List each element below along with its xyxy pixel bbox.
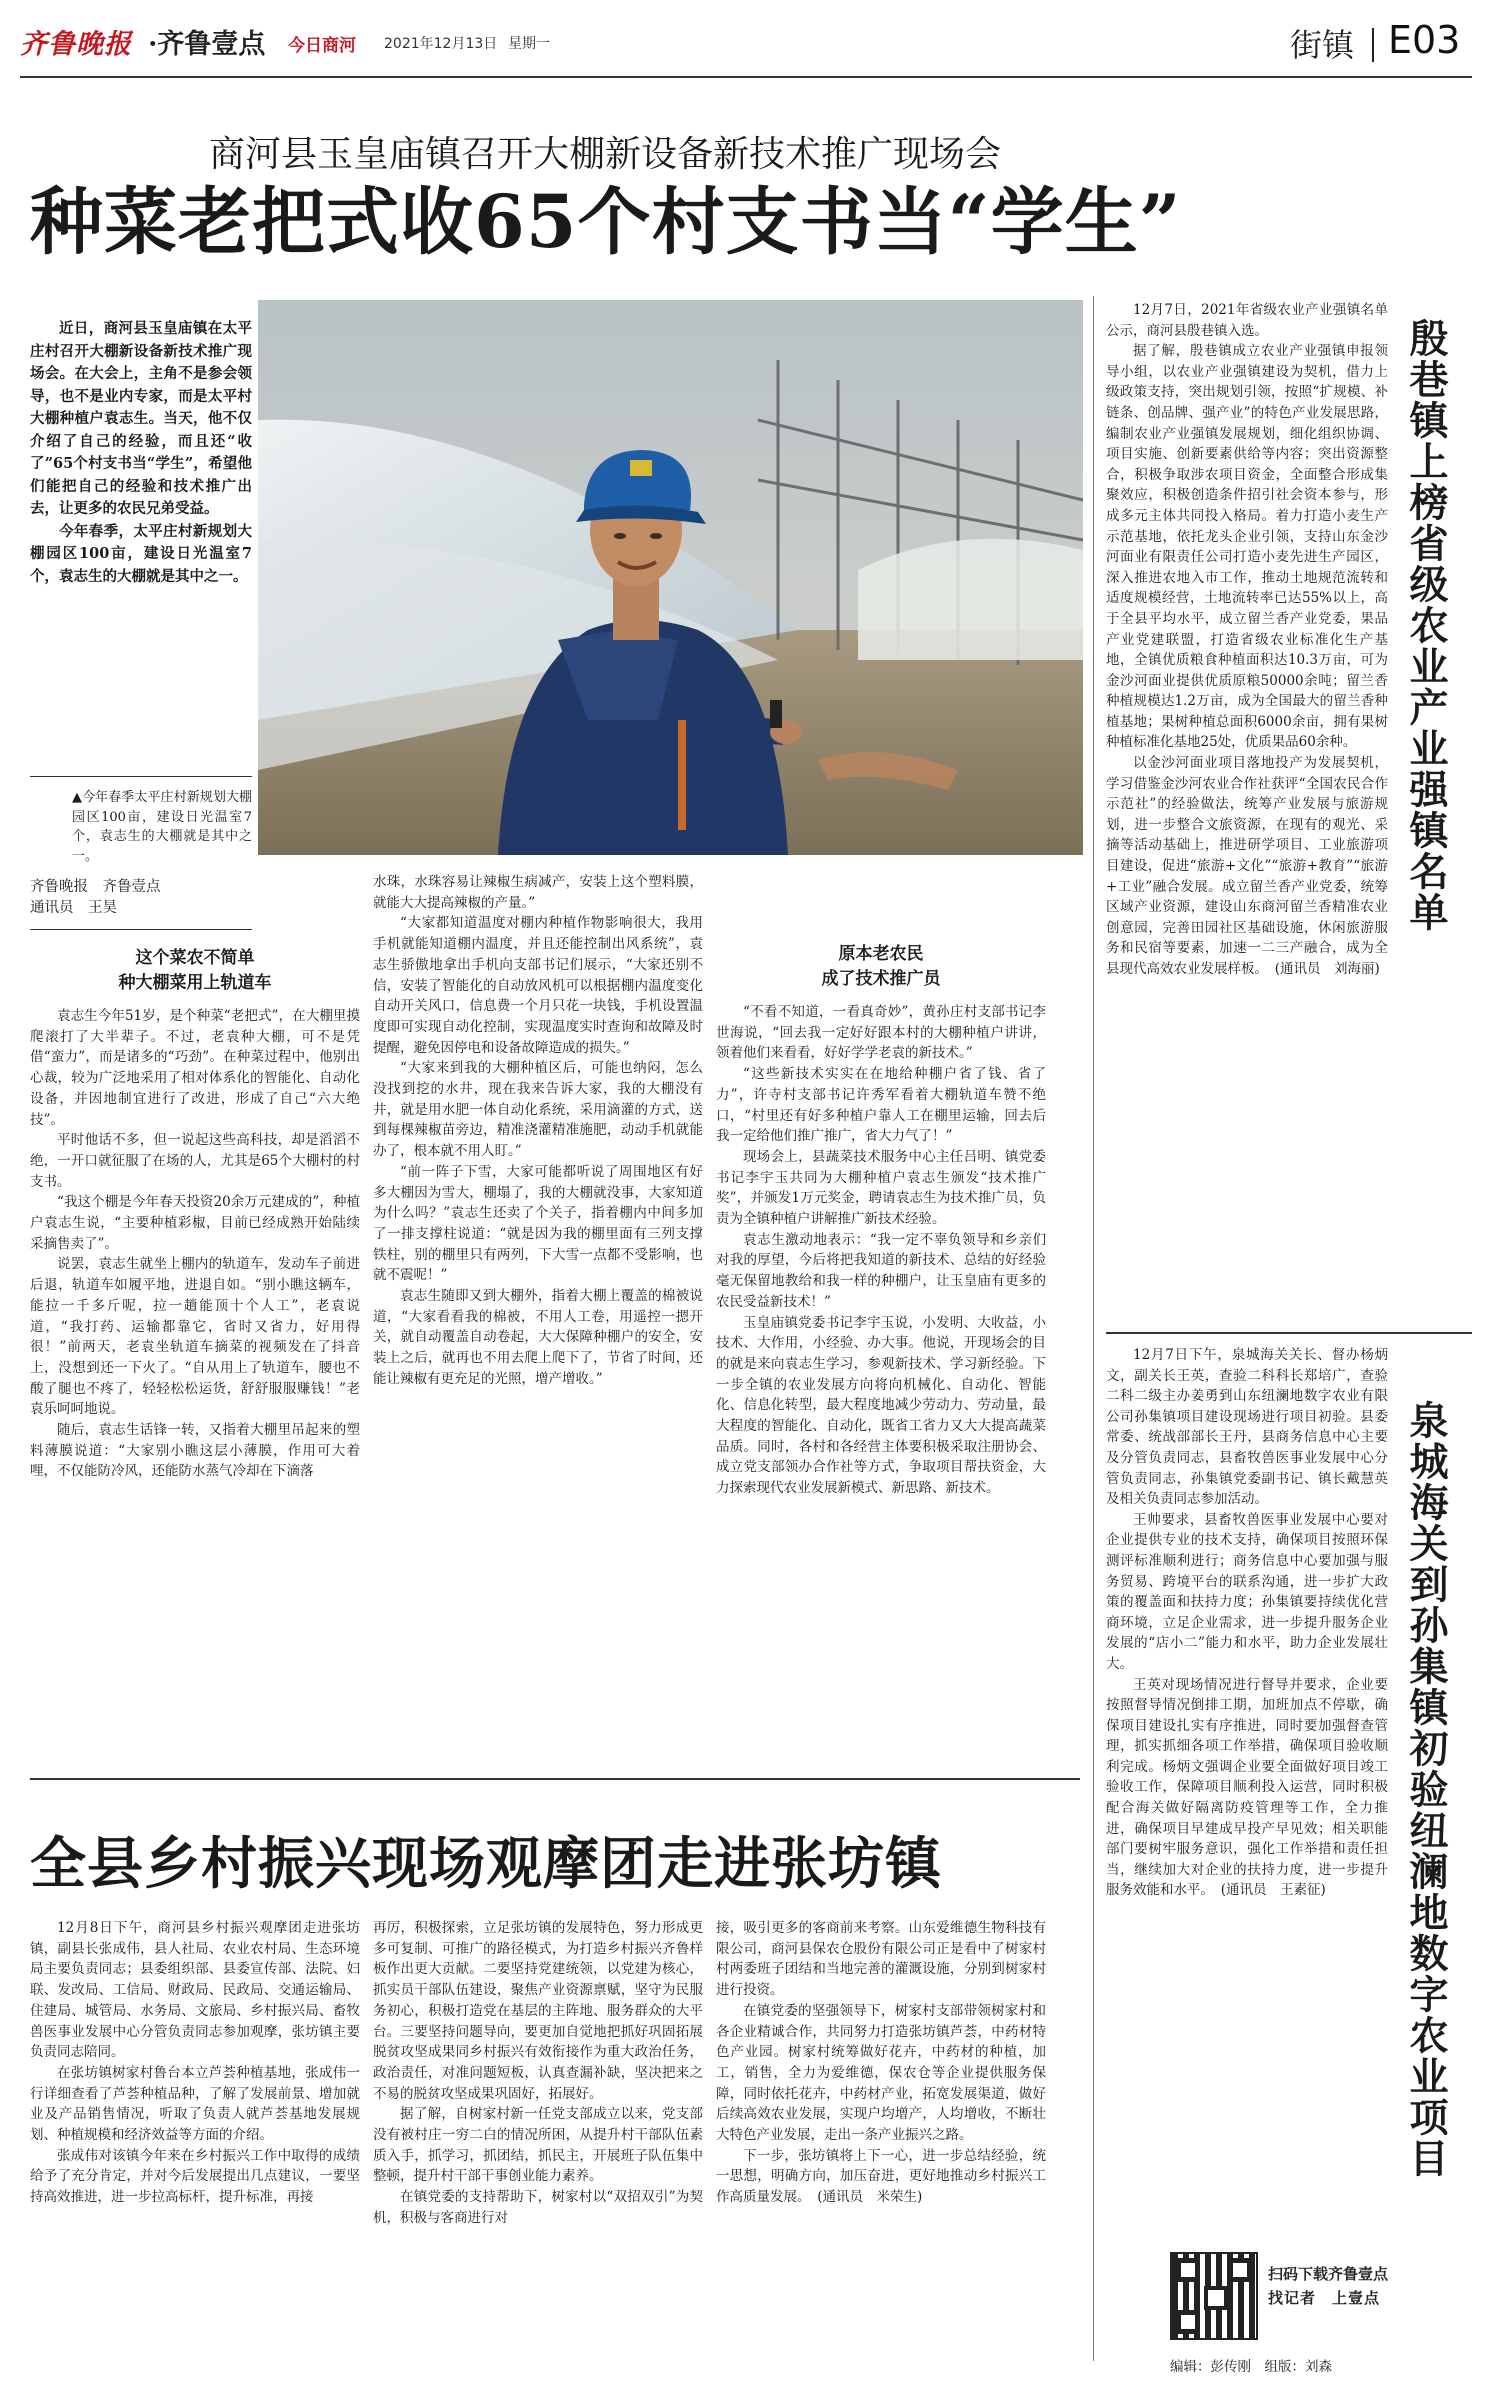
issue-date: 2021年12月13日 bbox=[384, 36, 498, 52]
bottom-column-3: 接，吸引更多的客商前来考察。山东爱维德生物科技有限公司，商河县保农仓股份有限公司正是看中了树家村村两委班子团结和当地完善的灌溉设施，分别到树家村进行投资。 在镇党委的坚强领导下，树家村支部带领树家村和各企业精诚合作，共同努力打造张坊镇芦荟，中药材特色产业园。树家村统筹做好花卉，中药材的种植，加工，销售，全力为爱维德，保农仓等企业提供服务保障，同时依托花卉，中药材产业，拓宽发展渠道，做好后续高效农业发展，实现户均增产，人均增收，不断壮大特色产业发展，走出一条产业振兴之路。 下一步，张坊镇将上下一心，进一步总结经验，统一思想，明确方向，加压奋进，更好地推动乡村振兴工作高质量发展。 (通讯员 米荣生) bbox=[716, 1920, 1046, 2206]
lead-bottom-rule bbox=[30, 1778, 1080, 1780]
lead-byline: 齐鲁晚报 齐鲁壹点 通讯员 王昊 bbox=[30, 879, 161, 916]
page-number: E03 bbox=[1388, 18, 1461, 62]
lead-photo bbox=[258, 300, 1083, 855]
lead-column-1: 袁志生今年51岁，是个种菜“老把式”，在大棚里摸爬滚打了大半辈子。不过，老袁种大棚，可不是凭借“蛮力”，而是诸多的“巧劲”。在种菜过程中，他别出心裁，较为广泛地采用了相对体系化的智能化、自动化设备，并因地制宜进行了改进，形成了自己“六大绝技”。 平时他话不多，但一说起这些高科技，却是滔滔不绝，一开口就征服了在场的人，尤其是65个大棚村的村支书。 “我这个棚是今年春天投资20余万元建成的”，种植户袁志生说，“主要种植彩椒，目前已经成熟开始陆续采摘售卖了”。 说罢，袁志生就坐上棚内的轨道车，发动车子前进后退，轨道车如履平地，进退自如。“别小瞧这辆车，能拉一千多斤呢，拉一趟能顶十个人工”，老袁说道，“我打药、运输都靠它，省时又省力，好用得很！”前两天，老袁坐轨道车摘菜的视频发在了抖音上，没想到还一下火了。“自从用上了轨道车，腰也不酸了腿也不疼了，轻轻松松运货，舒舒服服赚钱！”老袁乐呵呵地说。 随后，袁志生话锋一转，又指着大棚里吊起来的塑料薄膜说道：“大家别小瞧这层小薄膜，作用可大着哩，不仅能防冷风，还能防水蒸气冷却在下滴落 bbox=[30, 1008, 360, 1480]
qr-label: 扫码下载齐鲁壹点 找记者 上壹点 bbox=[1268, 2265, 1389, 2307]
lead-subheading-2: 原本老农民 成了技术推广员 bbox=[821, 944, 941, 989]
brand-logo: ·齐鲁壹点 bbox=[148, 29, 266, 60]
lead-kicker: 商河县玉皇庙镇召开大棚新设备新技术推广现场会 bbox=[208, 134, 1001, 175]
lead-headline: 种菜老把式收65个村支书当“学生” bbox=[30, 179, 1182, 265]
right-story-2-body: 12月7日下午，泉城海关关长、督办杨炳文，副关长王英，查验二科科长郑培广，查验二科二级主办姜勇到山东纽澜地数字农业有限公司孙集镇项目建设现场进行项目初验。县委常委、统战部部长王丹，县商务信息中心主要及分管负责同志，县畜牧兽医事业发展中心分管负责同志，孙集镇党委副书记、镇长戴慧英及相关负责同志参加活动。 王帅要求，县畜牧兽医事业发展中心要对企业提供专业的技术支持，确保项目按照环保测评标准顺利进行；商务信息中心要加强与服务贸易、跨境平台的联系沟通，进一步扩大政策的覆盖面和扶持力度；孙集镇要持续优化营商环境，立足企业需求，进一步提升服务企业发展的“店小二”能力和水平，助力企业发展壮大。 王英对现场情况进行督导并要求，企业要按照督导情况倒排工期，加班加点不停歇，确保项目建设扎实有序推进，同时要加强督查管理，抓实抓细各项工作举措，确保项目验收顺利完成。杨炳文强调企业要全面做好项目竣工验收工作，保障项目顺利投入运营，同时积极配合海关做好隔离防疫管理等工作，全力推进，确保项目早建成早投产早见效；相关职能部门要树牢服务意识，强化工作举措和责任担当，继续加大对企业的扶持力度，进一步提升服务效能和水平。 (通讯员 王素征) bbox=[1106, 1347, 1388, 1899]
byline-rule bbox=[30, 929, 252, 930]
lead-column-3: “不看不知道，一看真奇妙”，黄孙庄村支部书记李世海说，“回去我一定好好跟本村的大棚种植户讲讲，领着他们来看看，好好学学老袁的新技术。” “这些新技术实实在在地给种棚户省了钱、省了力”，许寺村支部书记许秀军看着大棚轨道车赞不绝口，“村里还有好多种植户靠人工在棚里运输，回去后我一定给他们推广推广，省大力气了！” 现场会上，县蔬菜技术服务中心主任吕明、镇党委书记李宇玉共同为大棚种植户袁志生颁发“技术推广奖”，并颁发1万元奖金，聘请袁志生为技术推广员，负责为全镇种植户讲解推广新技术经验。 袁志生激动地表示：“我一定不辜负领导和乡亲们对我的厚望，今后将把我知道的新技术、总结的好经验毫无保留地教给和我一样的种棚户，让玉皇庙有更多的农民受益新技术！” 玉皇庙镇党委书记李宇玉说，小发明、大收益，小技术、大作用，小经验、办大事。他说，开现场会的目的就是来向袁志生学习，参观新技术、学习新经验。下一步全镇的农业发展方向将向机械化、自动化、智能化、信息化转型，最大程度地减少劳动力、劳动量，最大程度的智能化、自动化，既省工省力又大大提高蔬菜品质。同时，各村和各经营主体要积极采取注册协会、成立党支部领办合作社等方式，争取项目帮扶资金，大力探索现代农业发展新模式、新思路、新技术。 bbox=[716, 1004, 1046, 1497]
page-credits: 编辑：彭传刚 组版：刘森 bbox=[1170, 2359, 1332, 2375]
masthead-rule bbox=[20, 76, 1472, 78]
lead-column-2: 水珠，水珠容易让辣椒生病减产，安装上这个塑料膜，就能大大提高辣椒的产量。” “大家都知道温度对棚内种植作物影响很大，我用手机就能知道棚内温度，并且还能控制出风系统”，袁志生骄傲地拿出手机向支部书记们展示，“大家还别不信，安装了智能化的自动放风机可以根据棚内温度变化自动开关风口，信息费一个月只花一块钱，手机设置温度即可实现自动化控制，实现温度实时查询和故障及时提醒，避免因停电和设备故障造成的损失。” “大家来到我的大棚种植区后，可能也纳闷，怎么没找到挖的水井，现在我来告诉大家，我的大棚没有井，就是用水肥一体自动化系统，采用滴灌的方式，送到每棵辣椒苗旁边，精准浇灌精准施肥，动动手机就能办了，根本就不用人盯。” “前一阵子下雪，大家可能都听说了周围地区有好多大棚因为雪大，棚塌了，我的大棚就没事，大家知道为什么吗？”袁志生还卖了个关子，指着棚内中间多加了一排支撑柱说道：“就是因为我的棚里面有三列支撑铁柱，别的棚里只有两列，下大雪一点都不受影响，也就不震呢！” 袁志生随即又到大棚外，指着大棚上覆盖的棉被说道，“大家看看我的棉被，不用人工卷，用遥控一摁开关，就自动覆盖自动卷起，大大保障种棚户的安全，安装上之后，就再也不用去爬上爬下了，节省了时间，还能让辣椒有更充足的光照，增产增收。” bbox=[373, 874, 703, 1387]
photo-caption: ▲今年春季太平庄村新规划大棚园区100亩，建设日光温室7个，袁志生的大棚就是其中之一。 bbox=[72, 790, 252, 864]
intro-rule bbox=[30, 776, 252, 777]
right-story-rule bbox=[1106, 1332, 1472, 1334]
masthead bbox=[0, 0, 1488, 82]
bottom-column-2: 再厉，积极探索，立足张坊镇的发展特色，努力形成更多可复制、可推广的路径模式，为打造乡村振兴齐鲁样板作出更大贡献。二要坚持党建统领，以党建为核心，抓实员干部队伍建设，聚焦产业资源禀赋，坚守为民服务初心，积极打造党在基层的主阵地、服务群众的大平台。三要坚持问题导向，要更加自觉地把抓好巩固拓展脱贫攻坚成果同乡村振兴有效衔接作为重大政治任务，政治责任，对准问题短板，认真查漏补缺，坚决把来之不易的脱贫攻坚成果巩固好，拓展好。 据了解，自树家村新一任党支部成立以来，党支部没有被村庄一穷二白的情况所困，从提升村干部队伍素质入手，抓学习，抓团结，抓民主，开展班子队伍集中整顿，提升村干部干事创业能力素养。 在镇党委的支持帮助下，树家村以“双招双引”为契机，积极与客商进行对 bbox=[373, 1920, 703, 2226]
right-story-2-title: 泉城海关到孙集镇初验纽澜地数字农业项目 bbox=[1403, 1400, 1449, 2179]
bottom-column-1: 12月8日下午，商河县乡村振兴观摩团走进张坊镇，副县长张成伟，县人社局、农业农村局、生态环境局主要负责同志；县委组织部、县委宣传部、法院、妇联、发改局、工信局、财政局、民政局、交通运输局、住建局、城管局、水务局、文旅局、乡村振兴局、畜牧兽医事业发展中心分管负责同志参加观摩，张坊镇主要负责同志陪同。 在张坊镇树家村鲁台本立芦荟种植基地，张成伟一行详细查看了芦荟种植品种，了解了发展前景、增加就业及产品销售情况，听取了负责人就芦荟基地发展规划、种植规模和经济效益等方面的介绍。 张成伟对该镇今年来在乡村振兴工作中取得的成绩给予了充分肯定，并对今后发展提出几点建议，一要坚持高效推进，进一步拉高标杆，提升标准，再接 bbox=[30, 1920, 360, 2206]
newspaper-logo: 齐鲁晚报 bbox=[20, 29, 132, 60]
right-story-1-title: 殷巷镇上榜省级农业产业强镇名单 bbox=[1403, 318, 1449, 933]
section-name: 今日商河 bbox=[288, 36, 356, 56]
column-name: 街镇 bbox=[1290, 26, 1355, 64]
lead-intro: 近日，商河县玉皇庙镇在太平庄村召开大棚新设备新技术推广现场会。在大会上，主角不是参会领导，也不是业内专家，而是太平村大棚种植户袁志生。当天，他不仅介绍了自己的经验，而且还“收了”65个村支书当“学生”，希望他们能把自己的经验和技术推广出去，让更多的农民兄弟受益。 今年春季，太平庄村新规划大棚园区100亩，建设日光温室7个，袁志生的大棚就是其中之一。 bbox=[30, 320, 252, 585]
right-story-1-body: 12月7日，2021年省级农业产业强镇名单公示，商河县殷巷镇入选。 据了解，殷巷镇成立农业产业强镇申报领导小组，以农业产业强镇建设为契机，借力上级政策支持，突出规划引领，按照“扩规模、补链条、创品牌、强产业”的特色产业发展思路，编制农业产业强镇发展规划，细化组织协调、项目实施、创新要素供给等内容；突出资源整合，积极争取涉农项目资金，全面整合形成集聚效应，积极创造条件招引社会资本参与，形成多元主体共同投入格局。着力打造小麦生产示范基地，依托龙头企业引领，支持山东金沙河面业有限责任公司打造小麦先进生产园区，深入推进农地入市工作，推动土地规范流转和适度规模经营，土地流转率已达55%以上，高于全县平均水平，成立留兰香产业党委，果品产业党建联盟，打造省级农业标准化生产基地，全镇优质粮食种植面积达10.3万亩，可为金沙河面业提供优质原粮50000余吨；留兰香种植规模达1.2万亩，成为全国最大的留兰香种植基地；果树种植总面积6000余亩，拥有果树种植标准化基地25处，优质果品60余种。 以金沙河面业项目落地投产为发展契机，学习借鉴金沙河农业合作社获评“全国农民合作示范社”的经验做法，统筹产业发展与旅游规划，进一步整合文旅资源，在现有的观光、采摘等活动基础上，推进研学项目、工业旅游项目建设，促进“旅游+文化”“旅游+教育”“旅游+工业”融合发展。成立留兰香产业党委，统筹区域产业资源，建设山东商河留兰香精准农业创意园，完善田园社区基础设施，休闲旅游服务和民宿等要素，加速一二三产融合，成为全县现代高效农业发展样板。 (通讯员 刘海丽) bbox=[1106, 302, 1388, 977]
bottom-headline: 全县乡村振兴现场观摩团走进张坊镇 bbox=[30, 1831, 942, 1897]
page-divider bbox=[1372, 28, 1374, 62]
vertical-rule bbox=[1093, 296, 1094, 2361]
qr-code[interactable] bbox=[1170, 2252, 1258, 2340]
issue-weekday: 星期一 bbox=[508, 36, 550, 52]
lead-subheading-1: 这个菜农不简单 种大棚菜用上轨道车 bbox=[118, 948, 272, 993]
